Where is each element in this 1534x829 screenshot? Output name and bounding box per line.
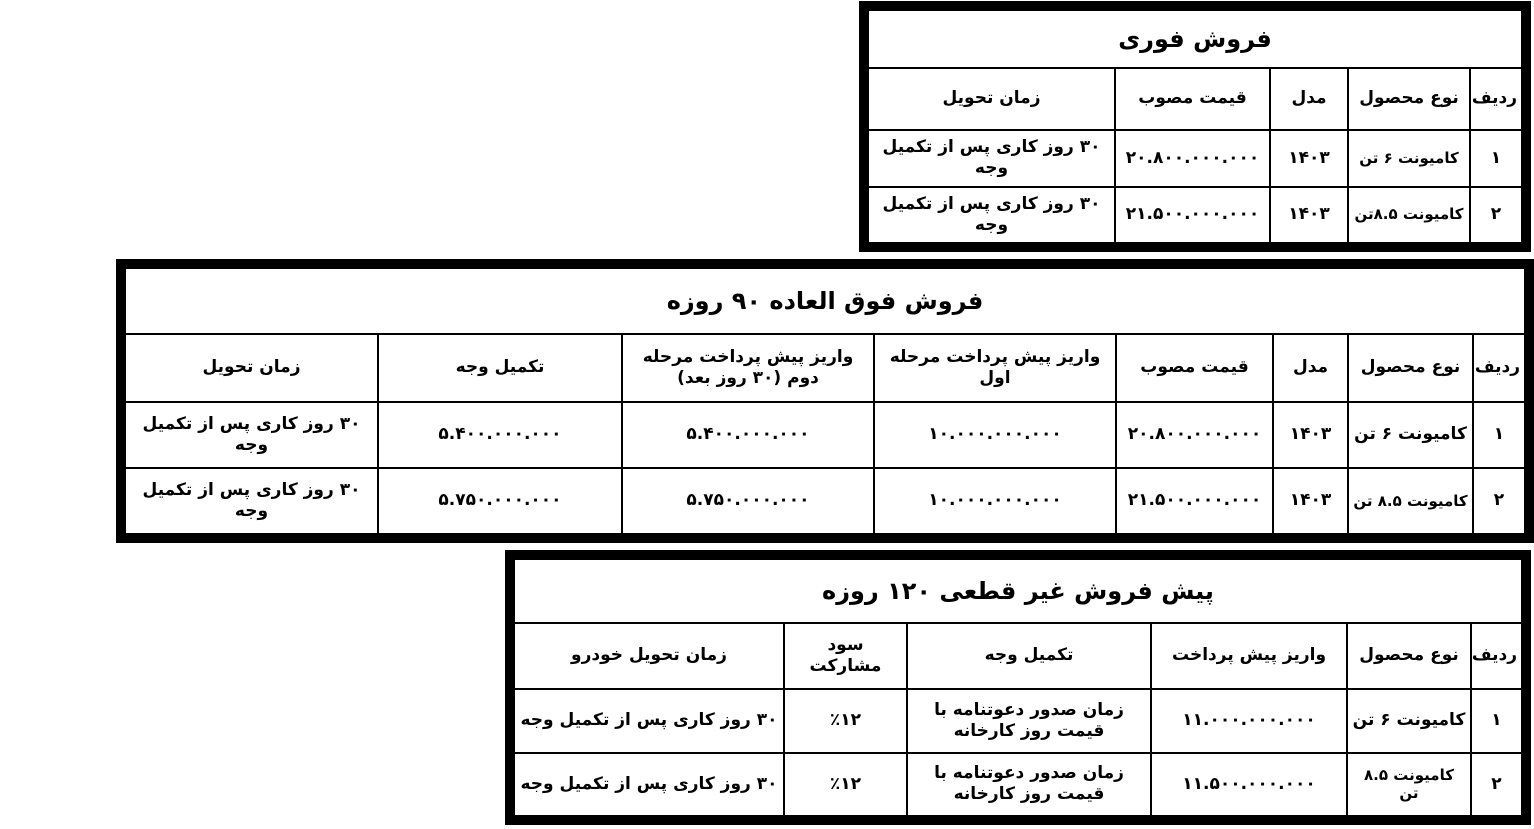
row-number: ۲: [1473, 468, 1525, 534]
product-type: کامیونت ۶ تن: [1348, 402, 1473, 468]
row-number: ۲: [1470, 187, 1522, 244]
header-final-payment: تکمیل وجه: [378, 334, 622, 402]
header-approved-price: قیمت مصوب: [1115, 68, 1270, 130]
header-product-type: نوع محصول: [1348, 68, 1470, 130]
final-payment: زمان صدور دعوتنامه با قیمت روز کارخانه: [907, 689, 1151, 753]
delivery-time: ۳۰ روز کاری پس از تکمیل وجه: [868, 187, 1115, 244]
second-prepayment: ۵.۴۰۰.۰۰۰.۰۰۰: [622, 402, 874, 468]
header-prepayment: واریز پیش پرداخت: [1151, 623, 1347, 689]
delivery-time: ۳۰ روز کاری پس از تکمیل وجه: [125, 468, 378, 534]
header-second-prepayment: واریز پیش پرداخت مرحله دوم (۳۰ روز بعد): [622, 334, 874, 402]
header-model: مدل: [1273, 334, 1348, 402]
header-row-number: ردیف: [1470, 68, 1522, 130]
vehicle-delivery-time: ۳۰ روز کاری پس از تکمیل وجه: [514, 689, 784, 753]
product-type: کامیونت ۸.۵ تن: [1347, 753, 1471, 817]
table-title: پیش فروش غیر قطعی ۱۲۰ روزه: [514, 559, 1522, 623]
header-participation-profit: سود مشارکت: [784, 623, 907, 689]
table-row: [868, 130, 1522, 187]
final-payment: زمان صدور دعوتنامه با قیمت روز کارخانه: [907, 753, 1151, 817]
approved-price: ۲۱.۵۰۰.۰۰۰.۰۰۰: [1115, 187, 1270, 244]
header-vehicle-delivery-time: زمان تحویل خودرو: [514, 623, 784, 689]
header-product-type: نوع محصول: [1347, 623, 1471, 689]
row-number: ۲: [1471, 753, 1522, 817]
approved-price: ۲۰.۸۰۰.۰۰۰.۰۰۰: [1115, 130, 1270, 187]
final-payment: ۵.۴۰۰.۰۰۰.۰۰۰: [378, 402, 622, 468]
header-delivery-time: زمان تحویل: [868, 68, 1115, 130]
special-sale-90-day-table: [116, 259, 1534, 543]
header-final-payment: تکمیل وجه: [907, 623, 1151, 689]
participation-profit: ٪۱۲: [784, 753, 907, 817]
header-delivery-time: زمان تحویل: [125, 334, 378, 402]
first-prepayment: ۱۰.۰۰۰.۰۰۰.۰۰۰: [874, 468, 1116, 534]
table-row: [514, 753, 1522, 817]
second-prepayment: ۵.۷۵۰.۰۰۰.۰۰۰: [622, 468, 874, 534]
delivery-time: ۳۰ روز کاری پس از تکمیل وجه: [125, 402, 378, 468]
delivery-time: ۳۰ روز کاری پس از تکمیل وجه: [868, 130, 1115, 187]
table-title: فروش فوری: [868, 10, 1522, 68]
model: ۱۴۰۳: [1270, 130, 1348, 187]
final-payment: ۵.۷۵۰.۰۰۰.۰۰۰: [378, 468, 622, 534]
header-product-type: نوع محصول: [1348, 334, 1473, 402]
prepayment: ۱۱.۰۰۰.۰۰۰.۰۰۰: [1151, 689, 1347, 753]
model: ۱۴۰۳: [1273, 402, 1348, 468]
table-row: [868, 187, 1522, 244]
approved-price: ۲۱.۵۰۰.۰۰۰.۰۰۰: [1116, 468, 1273, 534]
header-first-prepayment: واریز پیش پرداخت مرحله اول: [874, 334, 1116, 402]
row-number: ۱: [1470, 130, 1522, 187]
header-model: مدل: [1270, 68, 1348, 130]
model: ۱۴۰۳: [1273, 468, 1348, 534]
instant-sale-table: [859, 1, 1531, 252]
table-title: فروش فوق العاده ۹۰ روزه: [125, 268, 1525, 334]
header-row-number: ردیف: [1471, 623, 1522, 689]
presale-120-day-table: [505, 550, 1531, 825]
table-row: [125, 402, 1525, 468]
header-row-number: ردیف: [1473, 334, 1525, 402]
product-type: کامیونت ۸.۵ تن: [1348, 468, 1473, 534]
participation-profit: ٪۱۲: [784, 689, 907, 753]
row-number: ۱: [1471, 689, 1522, 753]
vehicle-delivery-time: ۳۰ روز کاری پس از تکمیل وجه: [514, 753, 784, 817]
approved-price: ۲۰.۸۰۰.۰۰۰.۰۰۰: [1116, 402, 1273, 468]
product-type: کامیونت ۶ تن: [1347, 689, 1471, 753]
model: ۱۴۰۳: [1270, 187, 1348, 244]
table-row: [514, 689, 1522, 753]
prepayment: ۱۱.۵۰۰.۰۰۰.۰۰۰: [1151, 753, 1347, 817]
row-number: ۱: [1473, 402, 1525, 468]
header-approved-price: قیمت مصوب: [1116, 334, 1273, 402]
first-prepayment: ۱۰.۰۰۰.۰۰۰.۰۰۰: [874, 402, 1116, 468]
product-type: کامیونت ۸.۵تن: [1348, 187, 1470, 244]
table-row: [125, 468, 1525, 534]
product-type: کامیونت ۶ تن: [1348, 130, 1470, 187]
